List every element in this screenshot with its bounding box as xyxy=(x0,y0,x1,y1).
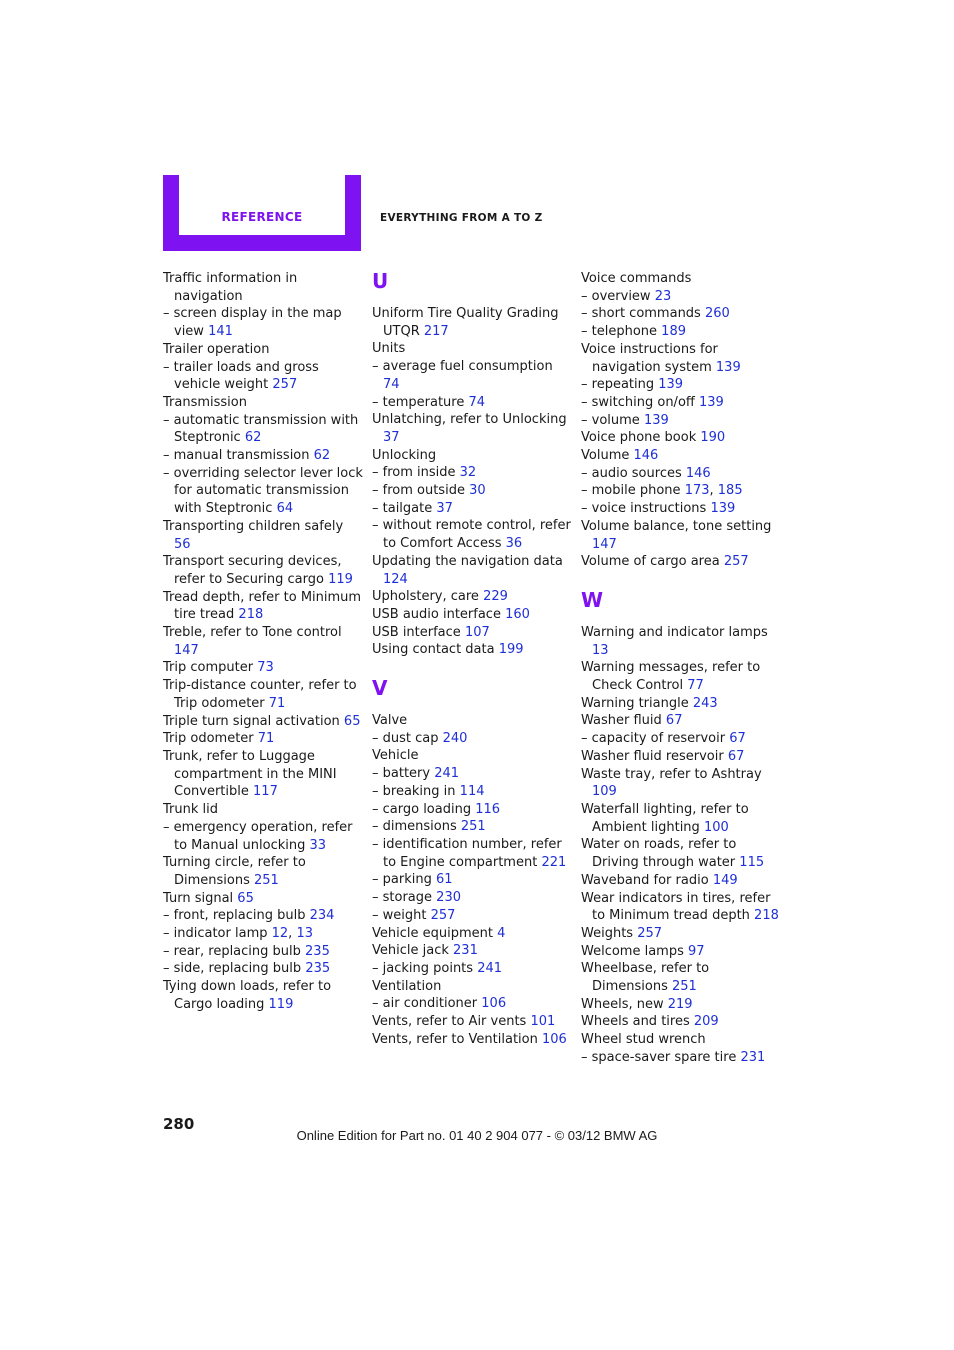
index-entry xyxy=(163,589,363,624)
page-reference-link[interactable]: 107 xyxy=(464,624,490,640)
page-reference-link[interactable]: 100 xyxy=(703,819,729,835)
page-reference-link[interactable]: 243 xyxy=(692,695,718,711)
index-entry-label: Trunk lid xyxy=(163,802,218,818)
chapter-title: EVERYTHING FROM A TO Z xyxy=(380,212,543,224)
index-entry xyxy=(372,482,572,500)
index-entry xyxy=(372,358,572,393)
index-entry xyxy=(372,553,572,588)
index-entry xyxy=(372,995,572,1013)
index-entry-label: – jacking points xyxy=(372,960,474,976)
index-entry-label: – battery xyxy=(372,766,431,782)
index-entry-label: Units xyxy=(372,341,406,357)
index-entry xyxy=(163,447,363,465)
index-entry xyxy=(581,376,781,394)
index-entry-label: Warning messages, refer to Check Control xyxy=(581,660,761,694)
index-entry xyxy=(372,500,572,518)
index-entry-label: Volume of cargo area xyxy=(581,554,720,570)
page-reference-link[interactable]: 67 xyxy=(665,713,683,729)
page-reference-link[interactable]: 147 xyxy=(174,642,199,658)
page-reference-link[interactable]: 65 xyxy=(343,713,361,729)
index-entry-label: Turn signal xyxy=(163,890,234,906)
index-entry-label: Treble, refer to Tone control xyxy=(163,625,342,641)
page-reference-link[interactable]: 218 xyxy=(238,607,264,623)
page-reference-link[interactable]: 199 xyxy=(498,642,524,658)
index-entry-label: Triple turn signal activation xyxy=(163,713,340,729)
index-entry-label: – screen display in the map view xyxy=(163,306,342,340)
page-reference-link[interactable]: 139 xyxy=(699,394,724,410)
index-entry-label: Unlatching, refer to Unlocking xyxy=(372,412,567,428)
index-entry xyxy=(372,624,572,642)
index-column-2 xyxy=(372,270,572,1048)
page-reference-link[interactable]: 97 xyxy=(688,943,705,959)
index-entry-label: Welcome lamps xyxy=(581,943,684,959)
index-entry-label: – front, replacing bulb xyxy=(163,908,306,924)
page-reference-link[interactable]: 185 xyxy=(717,483,743,499)
index-entry-label: Voice commands xyxy=(581,271,692,286)
page-reference-link[interactable]: 149 xyxy=(712,872,738,888)
page-reference-link[interactable]: 139 xyxy=(658,377,684,393)
page-reference-link[interactable]: 74 xyxy=(383,376,400,392)
index-entry-label: – temperature xyxy=(372,394,465,410)
index-entry-label: – space-saver spare tire xyxy=(581,1049,737,1065)
index-entry xyxy=(581,288,781,306)
index-entry-label: – mobile phone xyxy=(581,483,681,499)
page-reference-link[interactable]: 61 xyxy=(435,872,453,888)
index-entry xyxy=(372,747,572,765)
index-entry-label: – tailgate xyxy=(372,500,433,516)
index-entry xyxy=(163,518,363,553)
index-entry-label: – indicator lamp xyxy=(163,926,268,942)
page-reference-link[interactable]: 257 xyxy=(723,554,749,570)
index-entry-label: Trunk, refer to Luggage compartment in the MINI Convertible xyxy=(163,748,337,800)
index-entry-label: – without remote control, refer to Comfort Access xyxy=(372,518,571,552)
index-entry-label: Tread depth, refer to Minimum tire tread xyxy=(163,589,362,623)
index-entry-label: – average fuel consumption xyxy=(372,359,553,375)
page-reference-link[interactable]: 65 xyxy=(237,890,254,906)
index-entry-label: – parking xyxy=(372,872,432,888)
index-entry-label: – cargo loading xyxy=(372,801,472,817)
page-reference-link[interactable]: 231 xyxy=(740,1049,766,1065)
page-reference-link[interactable]: 23 xyxy=(654,288,672,304)
index-entry-label: – switching on/off xyxy=(581,394,695,410)
page-reference-link[interactable]: 173 xyxy=(684,483,710,499)
index-entry xyxy=(581,766,781,801)
index-entry xyxy=(372,836,572,871)
page-reference-link[interactable]: 257 xyxy=(637,925,663,941)
page-reference-link[interactable]: 106 xyxy=(542,1031,567,1047)
index-entry-label: – emergency operation, refer to Manual unlocking xyxy=(163,819,353,853)
page-reference-link[interactable]: 33 xyxy=(309,837,327,853)
page-reference-link[interactable]: 124 xyxy=(383,571,408,587)
index-entry xyxy=(163,730,363,748)
index-entry-label: Voice phone book xyxy=(581,430,697,446)
page-reference-link[interactable]: 235 xyxy=(305,943,330,959)
index-entry xyxy=(372,447,572,465)
index-entry xyxy=(581,553,781,571)
page-reference-link[interactable]: 139 xyxy=(710,501,736,517)
index-entry xyxy=(372,871,572,889)
index-entry-label: Wheel stud wrench xyxy=(581,1032,706,1048)
index-entry xyxy=(581,518,781,553)
page-reference-link[interactable]: 73 xyxy=(257,660,274,676)
index-entry-label: Washer fluid reservoir xyxy=(581,748,724,764)
page-reference-link[interactable]: 141 xyxy=(208,324,233,340)
index-entry xyxy=(163,748,363,801)
page-reference-link[interactable]: 106 xyxy=(481,996,507,1012)
page-reference-link[interactable]: 219 xyxy=(667,996,693,1012)
index-entry xyxy=(372,1013,572,1031)
index-entry-label: – manual transmission xyxy=(163,448,310,464)
index-entry-label: – storage xyxy=(372,890,433,906)
page-reference-link[interactable]: 146 xyxy=(685,465,711,481)
index-entry xyxy=(581,394,781,412)
index-entry xyxy=(581,996,781,1014)
index-entry-label: – voice instructions xyxy=(581,501,707,517)
index-entry xyxy=(581,659,781,694)
index-entry xyxy=(372,818,572,836)
index-entry-label: – dust cap xyxy=(372,730,439,746)
page-reference-link[interactable]: 109 xyxy=(592,784,617,800)
index-entry xyxy=(372,464,572,482)
index-entry xyxy=(163,659,363,677)
index-entry-label: Voice instructions for navigation system xyxy=(581,341,718,375)
index-entry xyxy=(163,341,363,359)
page-reference-link[interactable]: 67 xyxy=(729,731,746,747)
index-entry-label: Trip computer xyxy=(163,660,254,676)
page-reference-link[interactable]: 71 xyxy=(257,731,275,747)
index-entry-label: Uniform Tire Quality Grading UTQR xyxy=(372,306,559,339)
index-entry xyxy=(372,340,572,358)
index-entry xyxy=(372,641,572,659)
index-entry xyxy=(581,960,781,995)
index-entry-label: – side, replacing bulb xyxy=(163,961,302,977)
index-entry xyxy=(581,500,781,518)
page-reference-link[interactable]: 64 xyxy=(276,501,294,517)
page-reference-link[interactable]: 260 xyxy=(704,306,730,322)
page-reference-link[interactable]: 4 xyxy=(497,925,506,941)
index-entry-label: Waterfall lighting, refer to Ambient lighting xyxy=(581,801,749,835)
index-entry xyxy=(372,394,572,412)
index-entry-label: – dimensions xyxy=(372,819,457,835)
page-reference-link[interactable]: 257 xyxy=(430,907,456,923)
index-entry xyxy=(163,801,363,819)
page-number: 280 xyxy=(163,1115,195,1133)
index-entry-label: – repeating xyxy=(581,377,655,393)
page-reference-link[interactable]: 30 xyxy=(469,483,486,499)
index-entry-label: Tying down loads, refer to Cargo loading xyxy=(163,979,332,1012)
index-entry-label: – telephone xyxy=(581,324,658,340)
index-entry-label: Volume xyxy=(581,448,630,464)
index-entry xyxy=(163,394,363,412)
index-entry xyxy=(372,942,572,960)
page-reference-link[interactable]: 209 xyxy=(693,1014,719,1030)
page-reference-link[interactable]: 117 xyxy=(253,784,278,800)
section-tab-inner xyxy=(179,175,345,235)
index-entry xyxy=(163,465,363,518)
index-entry-label: – audio sources xyxy=(581,465,682,481)
page-reference-link[interactable]: 190 xyxy=(700,430,726,446)
index-entry xyxy=(372,925,572,943)
index-entry-label: – breaking in xyxy=(372,783,456,799)
index-entry xyxy=(581,305,781,323)
index-entry xyxy=(581,730,781,748)
index-entry xyxy=(581,465,781,483)
page-reference-link[interactable]: 13 xyxy=(296,926,313,942)
page-reference-link[interactable]: 257 xyxy=(272,377,298,393)
page-reference-link[interactable]: 241 xyxy=(477,960,503,976)
index-letter-heading: W xyxy=(581,587,604,612)
section-spacer xyxy=(581,571,781,589)
page-reference-link[interactable]: 234 xyxy=(309,908,335,924)
index-entry-label: Trip-distance counter, refer to Trip odometer xyxy=(163,678,357,711)
index-entry-label: Trailer operation xyxy=(163,341,270,357)
page-reference-link[interactable]: 77 xyxy=(687,678,704,694)
index-entry xyxy=(372,1031,572,1049)
index-entry-label: – capacity of reservoir xyxy=(581,731,726,747)
page-reference-link[interactable]: 240 xyxy=(442,730,468,746)
page-reference-link[interactable]: 67 xyxy=(727,748,745,764)
index-entry-label: Wear indicators in tires, refer to Minimum tread depth xyxy=(581,890,771,924)
index-entry xyxy=(163,553,363,588)
index-entry xyxy=(581,836,781,871)
page-reference-link[interactable]: 37 xyxy=(383,429,400,445)
index-entry-label: Water on roads, refer to Driving through water xyxy=(581,837,737,871)
index-entry-label: Wheels and tires xyxy=(581,1014,690,1030)
page-reference-link[interactable]: 56 xyxy=(174,536,191,552)
index-entry-label: Transporting children safely xyxy=(163,518,344,534)
page-reference-link[interactable]: 36 xyxy=(505,536,523,552)
index-entry-label: Weights xyxy=(581,925,634,941)
index-entry-label: – overview xyxy=(581,288,651,304)
section-label: REFERENCE xyxy=(221,210,303,224)
page-reference-link[interactable]: 115 xyxy=(739,855,765,871)
index-entry xyxy=(581,412,781,430)
index-entry-label: – automatic transmission with Steptronic xyxy=(163,412,359,446)
index-entry-label: – overriding selector lever lock for automatic transmission with Steptronic xyxy=(163,465,363,517)
page-reference-link[interactable]: 139 xyxy=(715,359,741,375)
index-entry-label: Vents, refer to Air vents xyxy=(372,1014,527,1030)
index-entry-label: – volume xyxy=(581,412,640,428)
page-reference-link[interactable]: 217 xyxy=(423,323,449,339)
index-entry-label: Updating the navigation data xyxy=(372,553,563,569)
index-entry-label: Vehicle equipment xyxy=(372,925,493,941)
index-entry xyxy=(581,890,781,925)
index-entry xyxy=(372,978,572,996)
index-entry-label: USB interface xyxy=(372,624,461,640)
index-entry xyxy=(581,801,781,836)
index-entry-label: Upholstery, care xyxy=(372,589,479,605)
page-reference-link[interactable]: 74 xyxy=(468,394,486,410)
index-entry xyxy=(372,411,572,446)
index-entry-label: Trip odometer xyxy=(163,731,254,747)
index-entry xyxy=(372,765,572,783)
index-entry xyxy=(163,713,363,731)
index-entry xyxy=(163,270,363,305)
page-reference-link[interactable]: 116 xyxy=(475,801,501,817)
index-entry-label: Valve xyxy=(372,713,408,729)
index-entry-label: Vehicle jack xyxy=(372,943,449,959)
page-reference-link[interactable]: 160 xyxy=(505,606,530,622)
index-entry xyxy=(581,341,781,376)
page-reference-link[interactable]: 218 xyxy=(754,908,779,924)
index-entry-label: USB audio interface xyxy=(372,606,501,622)
index-entry-label: Washer fluid xyxy=(581,713,662,729)
index-entry xyxy=(163,854,363,889)
index-entry-label: Unlocking xyxy=(372,447,437,463)
index-entry-label: Vehicle xyxy=(372,748,419,764)
page-reference-link[interactable]: 146 xyxy=(633,448,659,464)
page-reference-link[interactable]: 139 xyxy=(643,412,669,428)
index-entry xyxy=(581,624,781,659)
index-entry-label: Warning and indicator lamps xyxy=(581,624,768,640)
page-reference-link[interactable]: 101 xyxy=(530,1014,556,1030)
index-entry xyxy=(163,890,363,908)
page-reference-link[interactable]: 251 xyxy=(254,872,279,888)
index-entry xyxy=(581,712,781,730)
index-entry xyxy=(581,323,781,341)
index-column-3 xyxy=(581,270,781,1067)
index-entry xyxy=(163,819,363,854)
index-entry xyxy=(581,943,781,961)
page-reference-link[interactable]: 147 xyxy=(592,536,617,552)
page-reference-link[interactable]: 119 xyxy=(268,996,294,1012)
index-entry xyxy=(581,429,781,447)
index-entry xyxy=(163,677,363,712)
index-entry xyxy=(372,960,572,978)
index-entry-label: – from inside xyxy=(372,465,456,481)
index-entry xyxy=(163,960,363,978)
index-entry xyxy=(163,412,363,447)
index-entry-label: – short commands xyxy=(581,306,701,322)
index-entry-label: Transport securing devices, refer to Securing cargo xyxy=(163,554,342,587)
index-entry xyxy=(372,801,572,819)
index-entry xyxy=(163,943,363,961)
page-reference-link[interactable]: 189 xyxy=(661,324,686,340)
page-reference-link[interactable]: 62 xyxy=(313,448,331,464)
index-entry xyxy=(581,872,781,890)
index-entry xyxy=(581,270,781,288)
index-entry-label: – rear, replacing bulb xyxy=(163,943,301,959)
index-entry-label: Transmission xyxy=(163,394,247,410)
page-reference-link[interactable]: 37 xyxy=(436,500,453,516)
index-entry-label: Volume balance, tone setting xyxy=(581,518,772,534)
index-column-1 xyxy=(163,270,363,1014)
index-entry xyxy=(372,517,572,552)
page-reference-link[interactable]: 235 xyxy=(305,961,331,977)
index-entry xyxy=(581,695,781,713)
index-entry xyxy=(581,1031,781,1049)
index-entry xyxy=(163,305,363,340)
index-entry xyxy=(163,978,363,1013)
index-entry: – mobile phone 173, 185 xyxy=(581,483,743,499)
index-entry xyxy=(163,624,363,659)
page-reference-link[interactable]: 231 xyxy=(453,943,478,959)
index-entry-label: Warning triangle xyxy=(581,695,689,711)
index-entry-label: – trailer loads and gross vehicle weight xyxy=(163,359,319,393)
page-reference-link[interactable]: 251 xyxy=(460,819,486,835)
index-entry-label: Waste tray, refer to Ashtray xyxy=(581,766,762,782)
index-entry: – indicator lamp 12, 13 xyxy=(163,926,313,942)
index-entry-label: Wheels, new xyxy=(581,996,664,1012)
page-reference-link[interactable]: 241 xyxy=(434,766,460,782)
index-entry xyxy=(372,889,572,907)
index-entry-label: – identification number, refer to Engine compartment xyxy=(372,836,562,870)
edition-footer: Online Edition for Part no. 01 40 2 904 077 - © 03/12 BMW AG xyxy=(296,1128,658,1143)
index-entry-label: Vents, refer to Ventilation xyxy=(372,1031,538,1047)
page-reference-link[interactable]: 251 xyxy=(672,979,697,995)
index-entry xyxy=(581,1049,781,1067)
index-entry xyxy=(372,907,572,925)
section-spacer xyxy=(372,659,572,677)
index-entry xyxy=(581,447,781,465)
page-reference-link[interactable]: 229 xyxy=(483,589,508,605)
index-entry xyxy=(581,1013,781,1031)
page-reference-link[interactable]: 119 xyxy=(328,571,353,587)
page-reference-link[interactable]: 114 xyxy=(459,783,485,799)
page-reference-link[interactable]: 13 xyxy=(592,642,609,658)
index-entry xyxy=(372,305,572,340)
page-reference-link[interactable]: 62 xyxy=(244,430,262,446)
index-entry-label: – air conditioner xyxy=(372,996,478,1012)
index-entry-label: Turning circle, refer to Dimensions xyxy=(163,855,306,888)
index-entry-label: Ventilation xyxy=(372,978,442,994)
index-entry xyxy=(581,748,781,766)
section-tab xyxy=(163,175,361,251)
page-reference-link[interactable]: 12 xyxy=(271,926,289,942)
index-letter-heading: V xyxy=(372,676,388,701)
page-reference-link[interactable]: 221 xyxy=(541,854,567,870)
page-reference-link[interactable]: 230 xyxy=(436,890,461,906)
index-letter-heading: U xyxy=(372,269,389,293)
index-entry xyxy=(372,730,572,748)
index-entry xyxy=(163,907,363,925)
index-entry xyxy=(372,606,572,624)
index-entry-label: Wheelbase, refer to Dimensions xyxy=(581,961,710,995)
page-reference-link[interactable]: 71 xyxy=(268,695,286,711)
index-entry xyxy=(581,925,781,943)
index-entry xyxy=(372,783,572,801)
index-entry-label: – weight xyxy=(372,907,427,923)
index-entry-label: Traffic information in navigation xyxy=(163,271,298,304)
index-entry xyxy=(163,359,363,394)
index-entry-label: Using contact data xyxy=(372,642,495,658)
page-reference-link[interactable]: 32 xyxy=(459,465,477,481)
index-entry xyxy=(372,588,572,606)
index-entry-label: – from outside xyxy=(372,483,465,499)
index-entry-label: Waveband for radio xyxy=(581,872,709,888)
index-entry xyxy=(372,712,572,730)
